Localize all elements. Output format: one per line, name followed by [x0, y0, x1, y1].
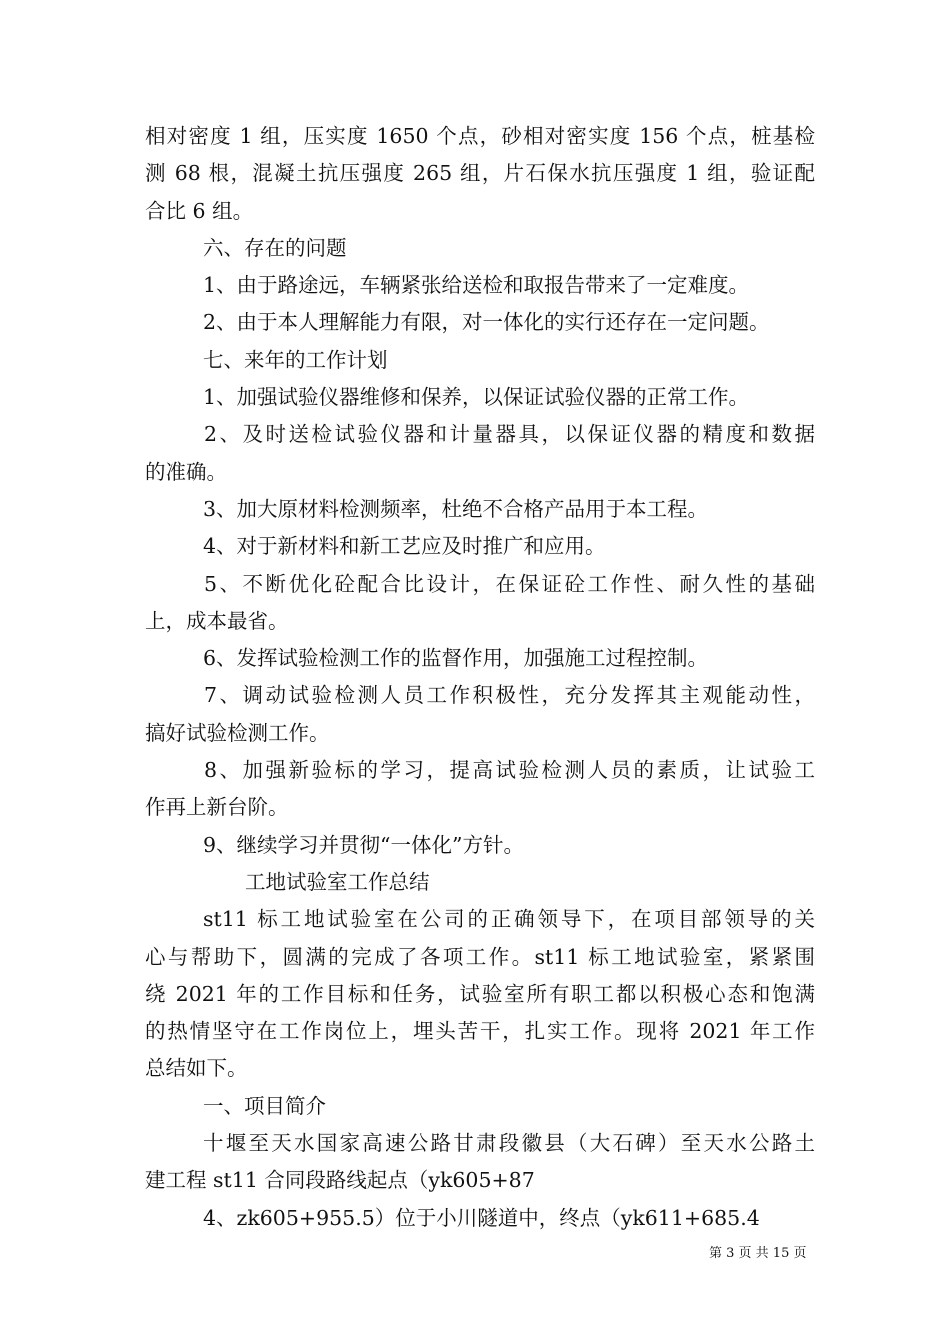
list-item: 5、不断优化砼配合比设计，在保证砼工作性、耐久性的基础: [204, 571, 815, 596]
section-heading: 一、项目简介: [203, 1093, 326, 1118]
list-item: 2、由于本人理解能力有限，对一体化的实行还存在一定问题。: [203, 310, 770, 335]
list-item: 8、加强新验标的学习，提高试验检测人员的素质，让试验工: [204, 758, 815, 783]
text-line: 的准确。: [145, 459, 227, 484]
text-line: 十堰至天水国家高速公路甘肃段徽县（大石碑）至天水公路土: [203, 1131, 815, 1156]
text-line: 搞好试验检测工作。: [145, 720, 330, 745]
section-heading: 六、存在的问题: [203, 235, 347, 260]
list-item: 4、对于新材料和新工艺应及时推广和应用。: [203, 534, 606, 559]
text-line: 总结如下。: [145, 1056, 248, 1081]
text-line: 心与帮助下，圆满的完成了各项工作。st11 标工地试验室，紧紧围: [145, 944, 815, 969]
list-item: 9、继续学习并贯彻“一体化”方针。: [203, 832, 525, 857]
text-line: 作再上新台阶。: [145, 795, 289, 820]
section-heading: 七、来年的工作计划: [203, 347, 388, 372]
text-line: 4、zk605+955.5）位于小川隧道中，终点（yk611+685.4: [203, 1205, 760, 1230]
text-line: 建工程 st11 合同段路线起点（yk605+87: [145, 1168, 535, 1193]
list-item: 2、及时送检试验仪器和计量器具，以保证仪器的精度和数据: [204, 422, 815, 447]
text-line: 上，成本最省。: [145, 608, 289, 633]
text-line: 绕 2021 年的工作目标和任务，试验室所有职工都以积极心态和饱满: [145, 981, 815, 1006]
text-line: 的热情坚守在工作岗位上，埋头苦干，扎实工作。现将 2021 年工作: [145, 1019, 815, 1044]
text-line: 合比 6 组。: [145, 198, 254, 223]
list-item: 1、由于路途远，车辆紧张给送检和取报告带来了一定难度。: [203, 273, 750, 298]
text-line: 相对密度 1 组，压实度 1650 个点，砂相对密实度 156 个点，桩基检: [145, 124, 815, 148]
list-item: 1、加强试验仪器维修和保养，以保证试验仪器的正常工作。: [203, 385, 750, 410]
document-body: [145, 118, 815, 1237]
text-line: 测 68 根，混凝土抗压强度 265 组，片石保水抗压强度 1 组，验证配: [145, 161, 815, 186]
page-number: 第 3 页 共 15 页: [709, 1246, 807, 1261]
list-item: 7、调动试验检测人员工作积极性，充分发挥其主观能动性，: [204, 683, 815, 708]
text-line: st11 标工地试验室在公司的正确领导下，在项目部领导的关: [203, 907, 815, 932]
document-title: 工地试验室工作总结: [245, 869, 430, 894]
list-item: 6、发挥试验检测工作的监督作用，加强施工过程控制。: [203, 646, 709, 671]
list-item: 3、加大原材料检测频率，杜绝不合格产品用于本工程。: [203, 496, 709, 521]
